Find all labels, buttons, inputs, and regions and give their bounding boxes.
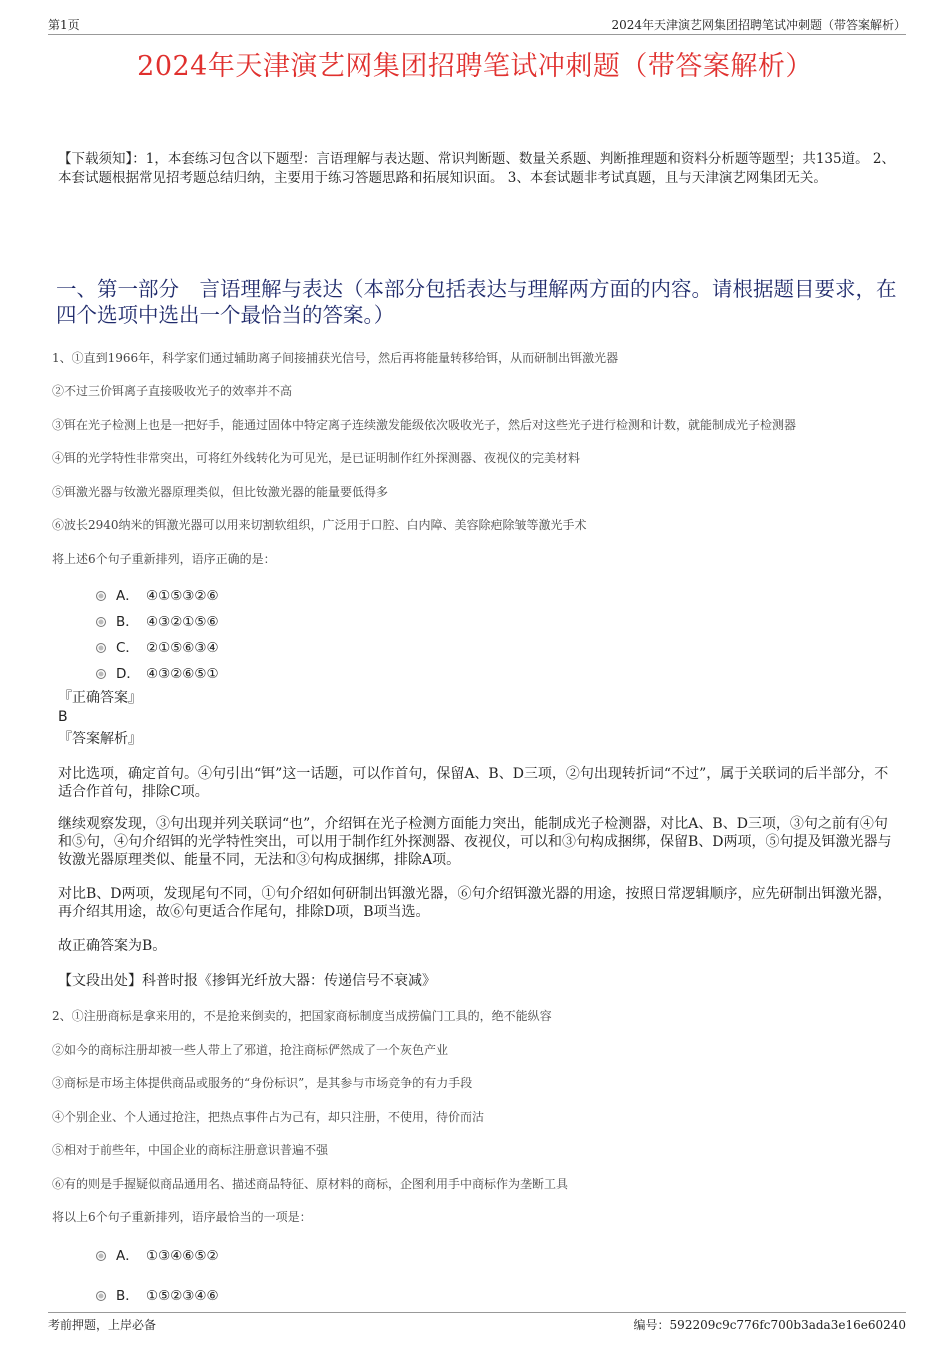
q2-line: ③商标是市场主体提供商品或服务的“身份标识”，是其参与市场竞争的有力手段 xyxy=(52,1076,473,1090)
q1-line: 1、①直到1966年，科学家们通过辅助离子间接捕获光信号，然后再将能量转移给铒，从而研制出铒激光器 xyxy=(52,351,619,365)
document-title: 2024年天津演艺网集团招聘笔试冲刺题（带答案解析） xyxy=(137,51,813,82)
q2-line: ⑥有的则是手握疑似商品通用名、描述商品特征、原材料的商标，企图利用手中商标作为垄断工具 xyxy=(52,1177,569,1191)
section-heading: 一、第一部分 言语理解与表达（本部分包括表达与理解两方面的内容。请根据题目要求，在四个选项中选出一个最恰当的答案。） xyxy=(56,277,897,327)
option-label: A． xyxy=(116,1248,139,1264)
q2-line: ⑤相对于前些年，中国企业的商标注册意识普遍不强 xyxy=(52,1143,329,1157)
analysis-paragraph: 继续观察发现，③句出现并列关联词“也”，介绍铒在光子检测方面能力突出，能制成光子检测器，对比A、B、D三项，③句之前有④句和⑤句，④句介绍铒的光学特性突出，可以用于制作红外探测器、夜视仪，可以和③句构成捆绑，保留B、D两项，⑤句提及铒激光器与钕激光器原理类似、能量不同，无法和③句构成捆绑，排除A项。 xyxy=(58,816,892,868)
radio-button-icon[interactable] xyxy=(96,669,106,679)
radio-button-icon[interactable] xyxy=(96,617,106,627)
q1-prompt: 将上述6个句子重新排列，语序正确的是： xyxy=(52,552,276,566)
footer-doc-id: 编号：592209c9c776fc700b3ada3e16e60240 xyxy=(633,1318,906,1332)
answer-label: 『正确答案』 xyxy=(58,690,142,706)
q1-option-c[interactable] xyxy=(96,636,219,656)
option-text: ④③②①⑤⑥ xyxy=(146,614,219,630)
q2-option-b[interactable] xyxy=(96,1284,219,1304)
page-header xyxy=(48,16,906,35)
option-label: B． xyxy=(116,1288,139,1304)
option-label: D． xyxy=(116,666,140,682)
option-text: ①③④⑥⑤② xyxy=(146,1248,219,1264)
q1-line: ④铒的光学特性非常突出，可将红外线转化为可见光，是已证明制作红外探测器、夜视仪的完美材料 xyxy=(52,451,581,465)
radio-button-icon[interactable] xyxy=(96,643,106,653)
option-text: ④③②⑥⑤① xyxy=(146,666,219,682)
q2-prompt: 将以上6个句子重新排列，语序最恰当的一项是： xyxy=(52,1210,312,1224)
q1-line: ⑥波长2940纳米的铒激光器可以用来切割软组织，广泛用于口腔、白内障、美容除疤除皱等激光手术 xyxy=(52,518,587,532)
option-label: C． xyxy=(116,640,139,656)
analysis-paragraph: 对比B、D两项，发现尾句不同，①句介绍如何研制出铒激光器，⑥句介绍铒激光器的用途，按照日常逻辑顺序，应先研制出铒激光器，再介绍其用途，故⑥句更适合作尾句，排除D项，B项当选。 xyxy=(58,886,892,920)
footer-slogan: 考前押题，上岸必备 xyxy=(48,1318,157,1332)
radio-button-icon[interactable] xyxy=(96,1291,106,1301)
q2-option-a[interactable] xyxy=(96,1244,219,1264)
q1-option-b[interactable] xyxy=(96,610,219,630)
q1-line: ②不过三价铒离子直接吸收光子的效率并不高 xyxy=(52,384,293,398)
page-number: 第1页 xyxy=(48,18,80,32)
option-text: ①⑤②③④⑥ xyxy=(146,1288,219,1304)
header-doc-title: 2024年天津演艺网集团招聘笔试冲刺题（带答案解析） xyxy=(611,18,906,32)
q1-option-a[interactable] xyxy=(96,584,219,604)
analysis-paragraph: 对比选项，确定首句。④句引出“铒”这一话题，可以作首句，保留A、B、D三项，②句出现转折词“不过”，属于关联词的后半部分，不适合作首句，排除C项。 xyxy=(58,766,889,800)
analysis-label: 『答案解析』 xyxy=(58,731,142,747)
source-note: 【文段出处】科普时报《掺铒光纤放大器：传递信号不衰减》 xyxy=(58,973,436,989)
download-notice: 【下载须知】：1，本套练习包含以下题型：言语理解与表达题、常识判断题、数量关系题、判断推理题和资料分析题等题型；共135道。 2、本套试题根据常见招考题总结归纳，主要用于练习答题思路和拓展知识面。 3、本套试题非考试真题，且与天津演艺网集团无关。 xyxy=(58,151,895,186)
q1-line: ⑤铒激光器与钕激光器原理类似，但比钕激光器的能量要低得多 xyxy=(52,485,389,499)
option-text: ②①⑤⑥③④ xyxy=(146,640,219,656)
q1-option-d[interactable] xyxy=(96,662,219,682)
q2-line: ④个别企业、个人通过抢注，把热点事件占为己有，却只注册，不使用，待价而沽 xyxy=(52,1110,485,1124)
page-footer xyxy=(48,1312,906,1333)
option-label: B． xyxy=(116,614,139,630)
radio-button-icon[interactable] xyxy=(96,591,106,601)
option-text: ④①⑤③②⑥ xyxy=(146,588,219,604)
q1-line: ③铒在光子检测上也是一把好手，能通过固体中特定离子连续激发能级依次吸收光子，然后对这些光子进行检测和计数，就能制成光子检测器 xyxy=(52,418,797,432)
q2-line: ②如今的商标注册却被一些人带上了邪道，抢注商标俨然成了一个灰色产业 xyxy=(52,1043,449,1057)
correct-answer: B xyxy=(58,709,68,725)
analysis-paragraph: 故正确答案为B。 xyxy=(58,938,167,954)
q2-line: 2、①注册商标是拿来用的，不是抢来倒卖的，把国家商标制度当成捞偏门工具的，绝不能纵容 xyxy=(52,1009,552,1023)
radio-button-icon[interactable] xyxy=(96,1251,106,1261)
option-label: A． xyxy=(116,588,139,604)
